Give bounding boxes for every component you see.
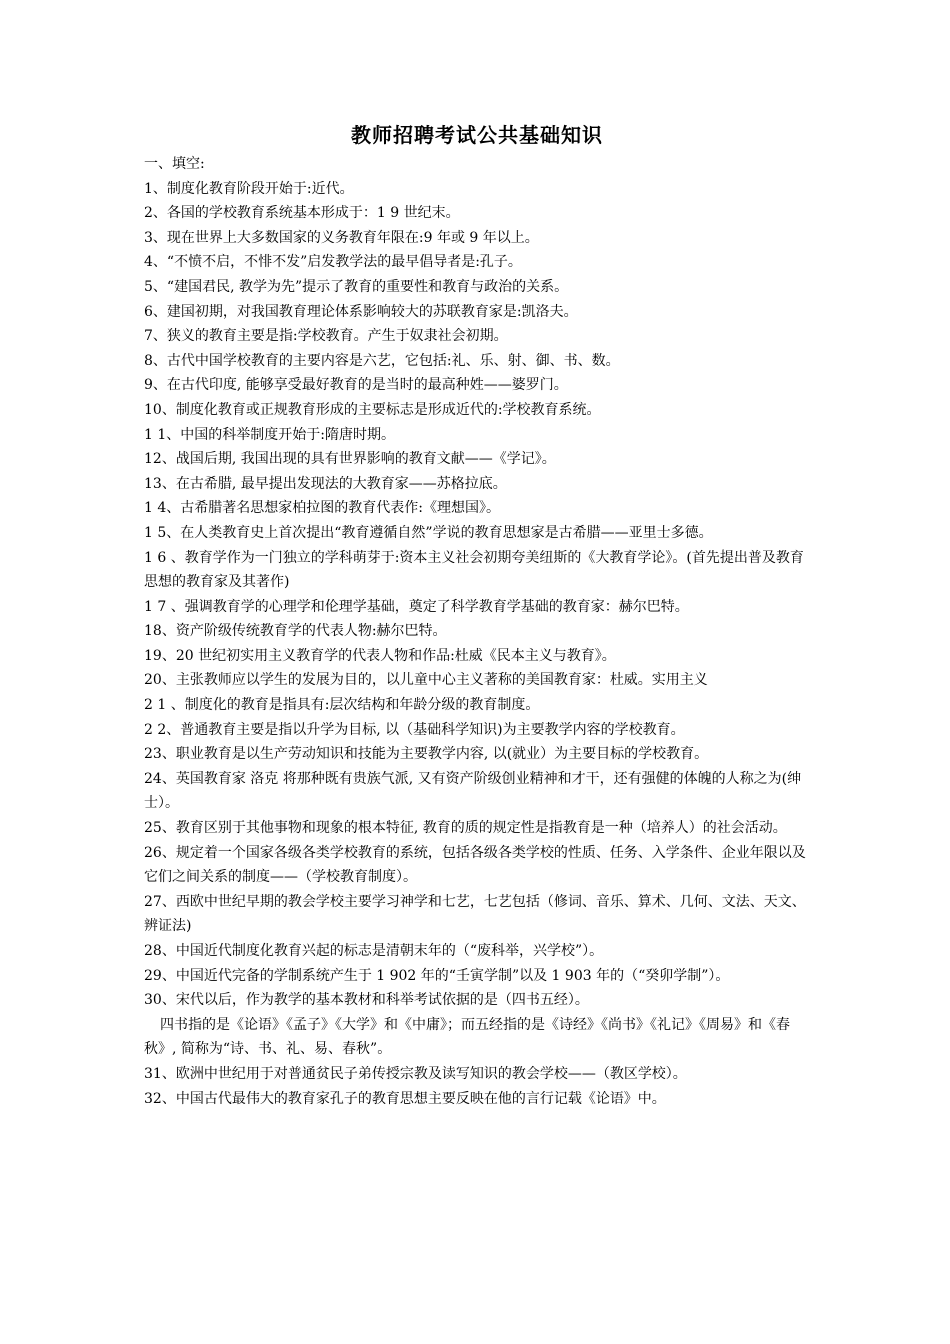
document-line: 8、古代中国学校教育的主要内容是六艺，它包括:礼、乐、射、御、书、数。 xyxy=(144,352,620,369)
document-line: 23、职业教育是以生产劳动知识和技能为主要教学内容, 以(就业）为主要目标的学校教育。 xyxy=(144,746,709,763)
document-line: 1 4、古希腊著名思想家柏拉图的教育代表作:《理想国》。 xyxy=(144,500,500,517)
document-line: 29、中国近代完备的学制系统产生于 1 902 年的“壬寅学制”以及 1 903 年的（“癸卯学制”）。 xyxy=(144,967,730,984)
document-line: 26、规定着一个国家各级各类学校教育的系统，包括各级各类学校的性质、任务、入学条件、企业年限以及它们之间关系的制度——（学校教育制度）。 xyxy=(144,844,806,886)
document-page xyxy=(144,120,810,1111)
document-line: 1、制度化教育阶段开始于:近代。 xyxy=(144,180,354,197)
document-line: 四书指的是《论语》《孟子》《大学》和《中庸》；而五经指的是《诗经》《尚书》《礼记》《周易》和《春秋》, 简称为“诗、书、礼、易、春秋”。 xyxy=(144,1016,790,1058)
document-line: 1 7 、强调教育学的心理学和伦理学基础，奠定了科学教育学基础的教育家：赫尔巴特。 xyxy=(144,598,689,615)
document-line: 9、在古代印度, 能够享受最好教育的是当时的最高种姓——婆罗门。 xyxy=(144,377,568,394)
document-line: 28、中国近代制度化教育兴起的标志是清朝末年的（“废科举，兴学校”）。 xyxy=(144,943,604,959)
section-heading: 一、填空: xyxy=(144,156,205,172)
document-line: 4、“不愤不启，不悱不发”启发教学法的最早倡导者是:孔子。 xyxy=(144,254,522,271)
document-line: 6、建国初期，对我国教育理论体系影响较大的苏联教育家是:凯洛夫。 xyxy=(144,303,578,320)
document-line: 25、教育区别于其他事物和现象的根本特征, 教育的质的规定性是指教育是一种（培养人）的社会活动。 xyxy=(144,820,787,837)
document-line: 3、现在世界上大多数国家的义务教育年限在:9 年或 9 年以上。 xyxy=(144,229,539,246)
document-line: 2 2、普通教育主要是指以升学为目标, 以（基础科学知识)为主要教学内容的学校教育。 xyxy=(144,721,685,738)
document-line: 27、西欧中世纪早期的教会学校主要学习神学和七艺，七艺包括（修词、音乐、算术、几何、文法、天文、辨证法) xyxy=(144,893,806,935)
document-line: 13、在古希腊, 最早提出发现法的大教育家——苏格拉底。 xyxy=(144,475,507,492)
document-line: 2 1 、制度化的教育是指具有:层次结构和年龄分级的教育制度。 xyxy=(144,697,540,714)
document-line: 20、主张教师应以学生的发展为目的，以儿童中心主义著称的美国教育家：杜威。实用主义 xyxy=(144,672,708,689)
document-line: 24、英国教育家 洛克 将那种既有贵族气派, 又有资产阶级创业精神和才干，还有强健的体魄的人称之为(绅士）。 xyxy=(144,770,802,812)
document-line: 10、制度化教育或正规教育形成的主要标志是形成近代的:学校教育系统。 xyxy=(144,401,601,418)
document-title: 教师招聘考试公共基础知识 xyxy=(351,123,603,147)
document-line: 30、宋代以后，作为教学的基本教材和科举考试依据的是（四书五经）。 xyxy=(144,992,589,1009)
document-line: 1 5、在人类教育史上首次提出“教育遵循自然”学说的教育思想家是古希腊——亚里士多德。 xyxy=(144,524,713,541)
document-line: 18、资产阶级传统教育学的代表人物:赫尔巴特。 xyxy=(144,623,447,640)
document-line: 5、“建国君民, 教学为先”提示了教育的重要性和教育与政治的关系。 xyxy=(144,278,569,295)
document-line: 1 1、中国的科举制度开始于:隋唐时期。 xyxy=(144,426,395,443)
document-line: 1 6 、教育学作为一门独立的学科萌芽于:资本主义社会初期夸美纽斯的《大教育学论》。(首先提出普及教育思想的教育家及其著作) xyxy=(144,549,804,591)
document-line: 31、欧洲中世纪用于对普通贫民子弟传授宗教及读写知识的教会学校——（教区学校）。 xyxy=(144,1065,687,1082)
document-line: 7、狭义的教育主要是指:学校教育。产生于奴隶社会初期。 xyxy=(144,328,508,345)
document-line: 12、战国后期, 我国出现的具有世界影响的教育文献——《学记》。 xyxy=(144,451,556,468)
document-line: 32、中国古代最伟大的教育家孔子的教育思想主要反映在他的言行记载《论语》中。 xyxy=(144,1090,666,1107)
document-line: 19、20 世纪初实用主义教育学的代表人物和作品:杜威《民本主义与教育》。 xyxy=(144,647,616,664)
document-line: 2、各国的学校教育系统基本形成于：1 9 世纪末。 xyxy=(144,205,460,222)
